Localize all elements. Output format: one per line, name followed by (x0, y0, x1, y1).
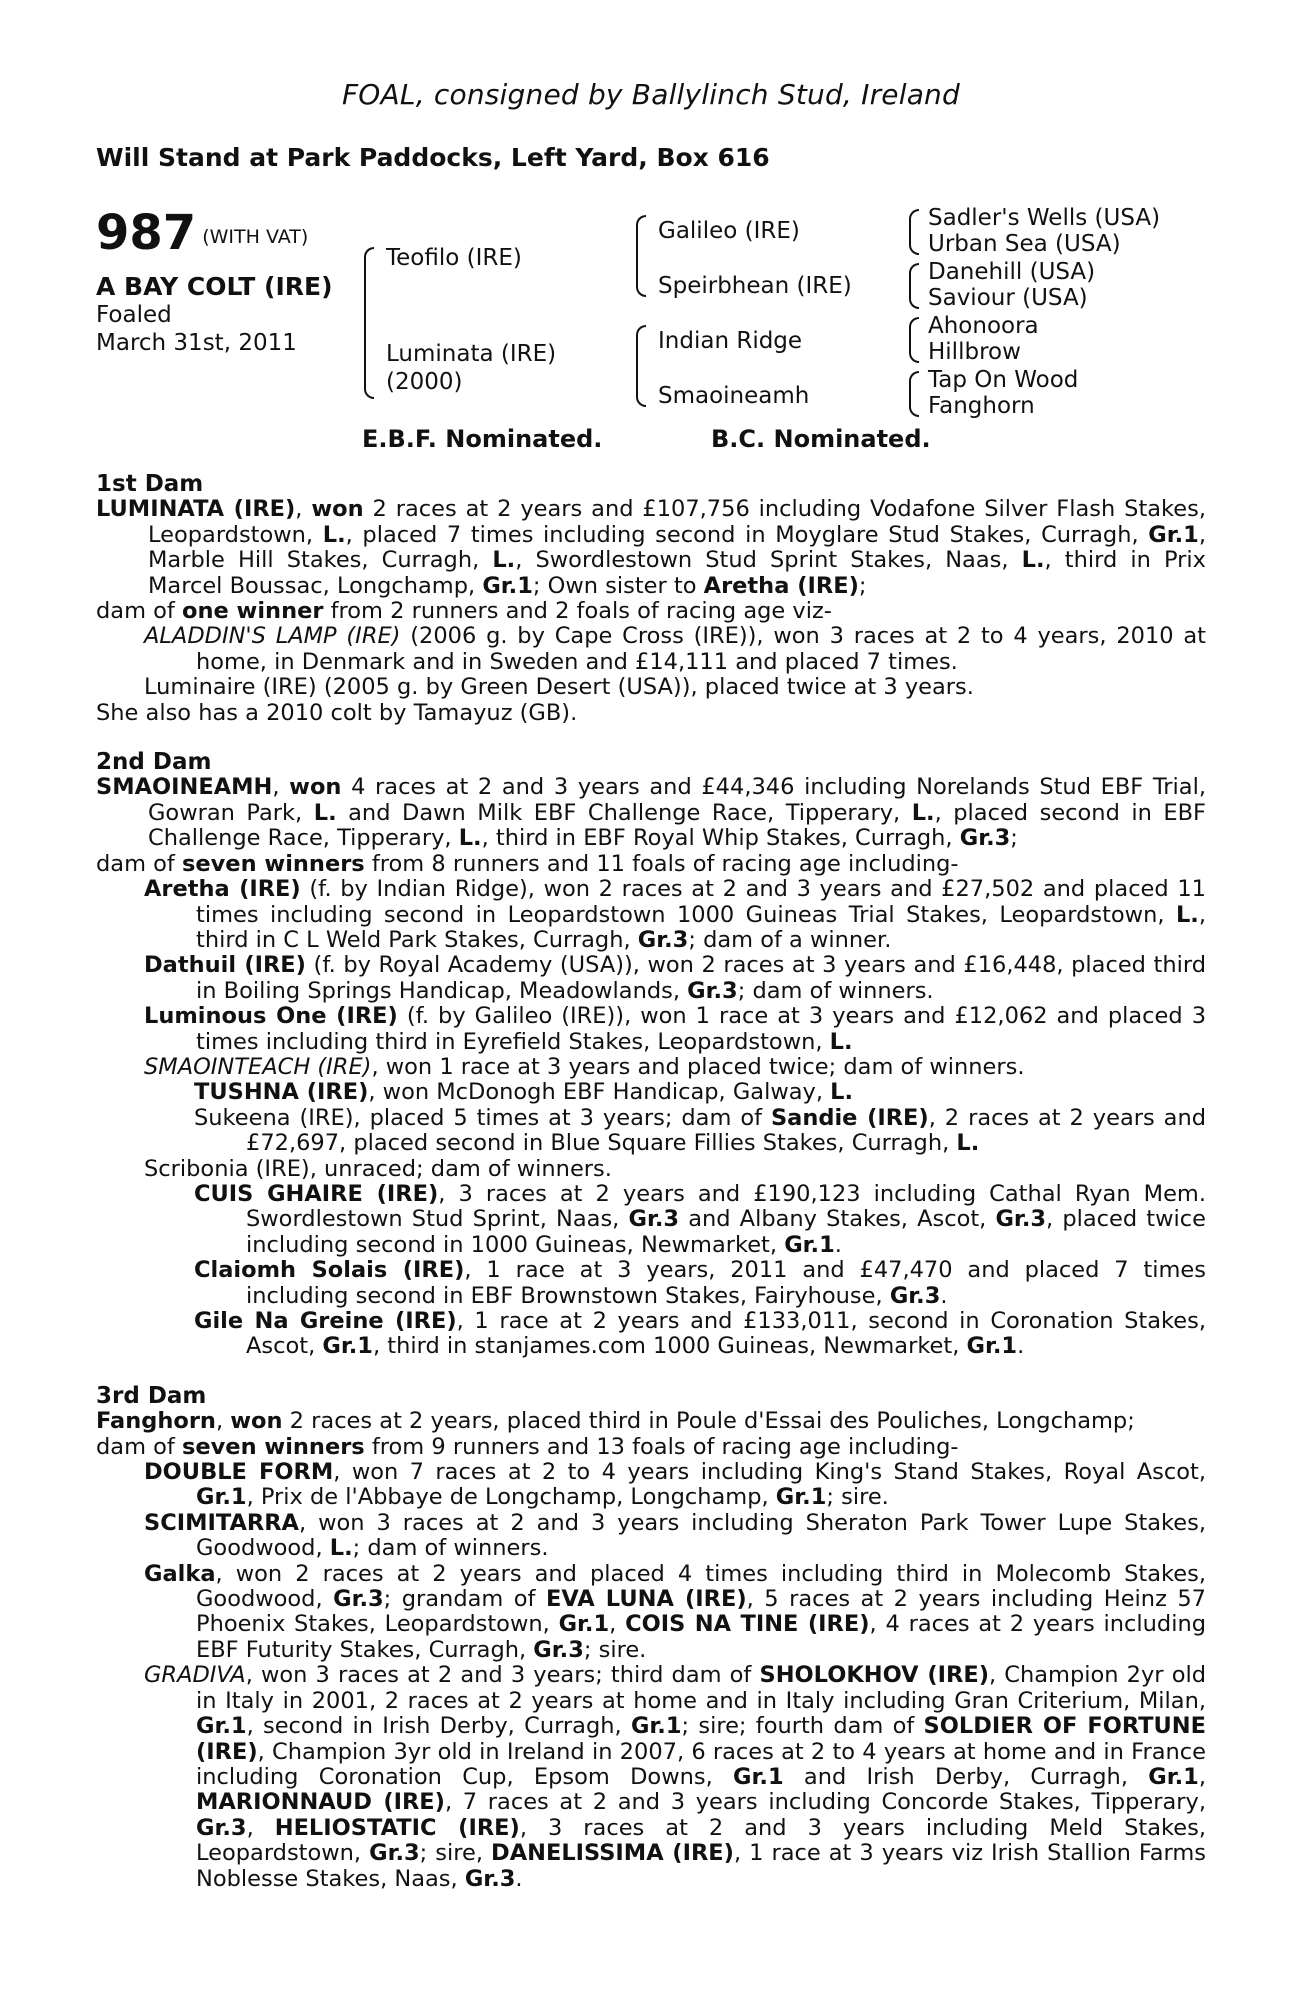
dam: Luminata (IRE) (386, 341, 557, 367)
produce-entry: Galka, won 2 races at 2 years and placed 4 times including third in Molecomb Stakes, Goodwood, Gr.3; grandam of EVA LUNA (IRE), 5 races at 2 years including Heinz 57 Phoenix Stakes, Leopardstown, Gr.1, COIS NA TINE (IRE), 4 races at 2 years including EBF Futurity Stakes, Curragh, Gr.3; sire. (144, 1560, 1207, 1663)
pedigree-notes (96, 472, 1206, 1892)
lot-number: 987 (96, 205, 197, 261)
third-dam-record: Fanghorn, won 2 races at 2 years, placed third in Poule d'Essai des Pouliches, Longchamp; (96, 1408, 1135, 1435)
ds-dam: Hillbrow (928, 339, 1021, 365)
ss-dam: Urban Sea (USA) (928, 231, 1121, 257)
third-dam-produce-summary: dam of seven winners from 9 runners and 13 foals of racing age including- (96, 1433, 959, 1460)
pedigree-brace (636, 215, 646, 297)
produce-entry: Luminaire (IRE) (2005 g. by Green Desert (USA)), placed twice at 3 years. (144, 674, 974, 701)
bc-nomination: B.C. Nominated. (711, 425, 931, 453)
sire: Teofilo (IRE) (386, 245, 522, 271)
third-dam-heading: 3rd Dam (96, 1382, 207, 1409)
produce-entry: TUSHNA (IRE), won McDonogh EBF Handicap, Galway, L. (194, 1079, 854, 1106)
produce-note: She also has a 2010 colt by Tamayuz (GB). (96, 699, 578, 726)
dam-dam: Smaoineamh (658, 383, 810, 409)
second-dam-heading: 2nd Dam (96, 749, 212, 776)
pedigree-header (96, 205, 1206, 455)
dam-sire: Indian Ridge (658, 328, 803, 354)
produce-entry: Claiomh Solais (IRE), 1 race at 3 years, 2011 and £47,470 and placed 7 times including second in EBF Brownstown Stakes, Fairyhouse, Gr.3. (194, 1257, 1206, 1309)
produce-entry: Dathuil (IRE) (f. by Royal Academy (USA)), won 2 races at 3 years and £16,448, placed third in Boiling Springs Handicap, Meadowlands, Gr.3; dam of winners. (144, 952, 1206, 1004)
lot-number-block (96, 205, 308, 261)
produce-entry: SMAOINTEACH (IRE), won 1 race at 3 years and placed twice; dam of winners. (144, 1053, 1025, 1080)
dd-sire: Tap On Wood (928, 367, 1079, 393)
ds-sire: Ahonoora (928, 313, 1039, 339)
first-dam-record: LUMINATA (IRE), won 2 races at 2 years and £107,756 including Vodafone Silver Flash Stakes, Leopardstown, L., placed 7 times including second in Moyglare Stud Stakes, Curragh, Gr.1, Marble Hill Stakes, Curragh, L., Swordlestown Stud Sprint Stakes, Naas, L., third in Prix Marcel Boussac, Longchamp, Gr.1; Own sister to Aretha (IRE); (96, 496, 1206, 599)
produce-entry: DOUBLE FORM, won 7 races at 2 to 4 years including King's Stand Stakes, Royal Ascot, Gr.1, Prix de l'Abbaye de Longchamp, Longchamp, Gr.1; sire. (144, 1459, 1206, 1511)
pedigree-brace (636, 325, 646, 407)
pedigree-brace (909, 317, 919, 363)
ss-sire: Sadler's Wells (USA) (928, 205, 1161, 231)
produce-entry: SCIMITARRA, won 3 races at 2 and 3 years including Sheraton Park Tower Lupe Stakes, Goodwood, L.; dam of winners. (144, 1509, 1206, 1562)
sire-dam: Speirbhean (IRE) (658, 273, 852, 299)
produce-entry: Sukeena (IRE), placed 5 times at 3 years; dam of Sandie (IRE), 2 races at 2 years and £72,697, placed second in Blue Square Fillies Stakes, Curragh, L. (194, 1104, 1206, 1157)
ebf-nomination: E.B.F. Nominated. (362, 425, 603, 453)
sd-sire: Danehill (USA) (928, 259, 1096, 285)
first-dam-heading: 1st Dam (96, 471, 204, 497)
horse-info (96, 273, 333, 357)
pedigree-brace (909, 209, 919, 255)
consignment-line: FOAL, consigned by Ballylinch Stud, Ireland (342, 78, 960, 111)
pedigree-brace (909, 371, 919, 417)
second-dam-produce-summary: dam of seven winners from 8 runners and 11 foals of racing age including- (96, 850, 959, 877)
sd-dam: Saviour (USA) (928, 285, 1088, 311)
pedigree-brace (364, 247, 374, 399)
dd-dam: Fanghorn (928, 393, 1035, 419)
foaled-label: Foaled (96, 302, 172, 328)
produce-entry: ALADDIN'S LAMP (IRE) (2006 g. by Cape Cross (IRE)), won 3 races at 2 to 4 years, 2010 at home, in Denmark and in Sweden and £14,111 and placed 7 times. (144, 623, 1206, 675)
produce-entry: GRADIVA, won 3 races at 2 and 3 years; third dam of SHOLOKHOV (IRE), Champion 2yr old in Italy in 2001, 2 races at 2 years at home and in Italy including Gran Criterium, Milan, Gr.1, second in Irish Derby, Curragh, Gr.1; sire; fourth dam of SOLDIER OF FORTUNE (IRE), Champion 3yr old in Ireland in 2007, 6 races at 2 to 4 years at home and in France including Coronation Cup, Epsom Downs, Gr.1 and Irish Derby, Curragh, Gr.1, MARIONNAUD (IRE), 7 races at 2 and 3 years including Concorde Stakes, Tipperary, Gr.3, HELIOSTATIC (IRE), 3 races at 2 and 3 years including Meld Stakes, Leopardstown, Gr.3; sire, DANELISSIMA (IRE), 1 race at 3 years viz Irish Stallion Farms Noblesse Stakes, Naas, Gr.3. (144, 1662, 1207, 1892)
produce-entry: Luminous One (IRE) (f. by Galileo (IRE)), won 1 race at 3 years and £12,062 and placed 3 times including third in Eyrefield Stakes, Leopardstown, L. (144, 1003, 1207, 1055)
produce-entry: Gile Na Greine (IRE), 1 race at 2 years and £133,011, second in Coronation Stakes, Ascot, Gr.1, third in stanjames.com 1000 Guineas, Newmarket, Gr.1. (194, 1308, 1206, 1360)
produce-entry: Aretha (IRE) (f. by Indian Ridge), won 2 races at 2 and 3 years and £27,502 and placed 11 times including second in Leopardstown 1000 Guineas Trial Stakes, Leopardstown, L., third in C L Weld Park Stakes, Curragh, Gr.3; dam of a winner. (144, 876, 1206, 953)
foaled-date: March 31st, 2011 (96, 330, 297, 356)
vat-note: (WITH VAT) (202, 226, 309, 248)
produce-entry: Scribonia (IRE), unraced; dam of winners. (144, 1155, 612, 1182)
pedigree-brace (909, 263, 919, 309)
dam-year: (2000) (386, 369, 463, 395)
second-dam-record: SMAOINEAMH, won 4 races at 2 and 3 years and £44,346 including Norelands Stud EBF Trial, Gowran Park, L. and Dawn Milk EBF Challenge Race, Tipperary, L., placed second in EBF Challenge Race, Tipperary, L., third in EBF Royal Whip Stakes, Curragh, Gr.3; (96, 774, 1206, 852)
produce-entry: CUIS GHAIRE (IRE), 3 races at 2 years and £190,123 including Cathal Ryan Mem. Swordlestown Stud Sprint, Naas, Gr.3 and Albany Stakes, Ascot, Gr.3, placed twice including second in 1000 Guineas, Newmarket, Gr.1. (194, 1180, 1206, 1258)
horse-name: A BAY COLT (IRE) (96, 272, 333, 301)
first-dam-produce-summary: dam of one winner from 2 runners and 2 foals of racing age viz- (96, 598, 832, 625)
stand-location: Will Stand at Park Paddocks, Left Yard, Box 616 (96, 143, 770, 172)
sire-sire: Galileo (IRE) (658, 218, 800, 244)
